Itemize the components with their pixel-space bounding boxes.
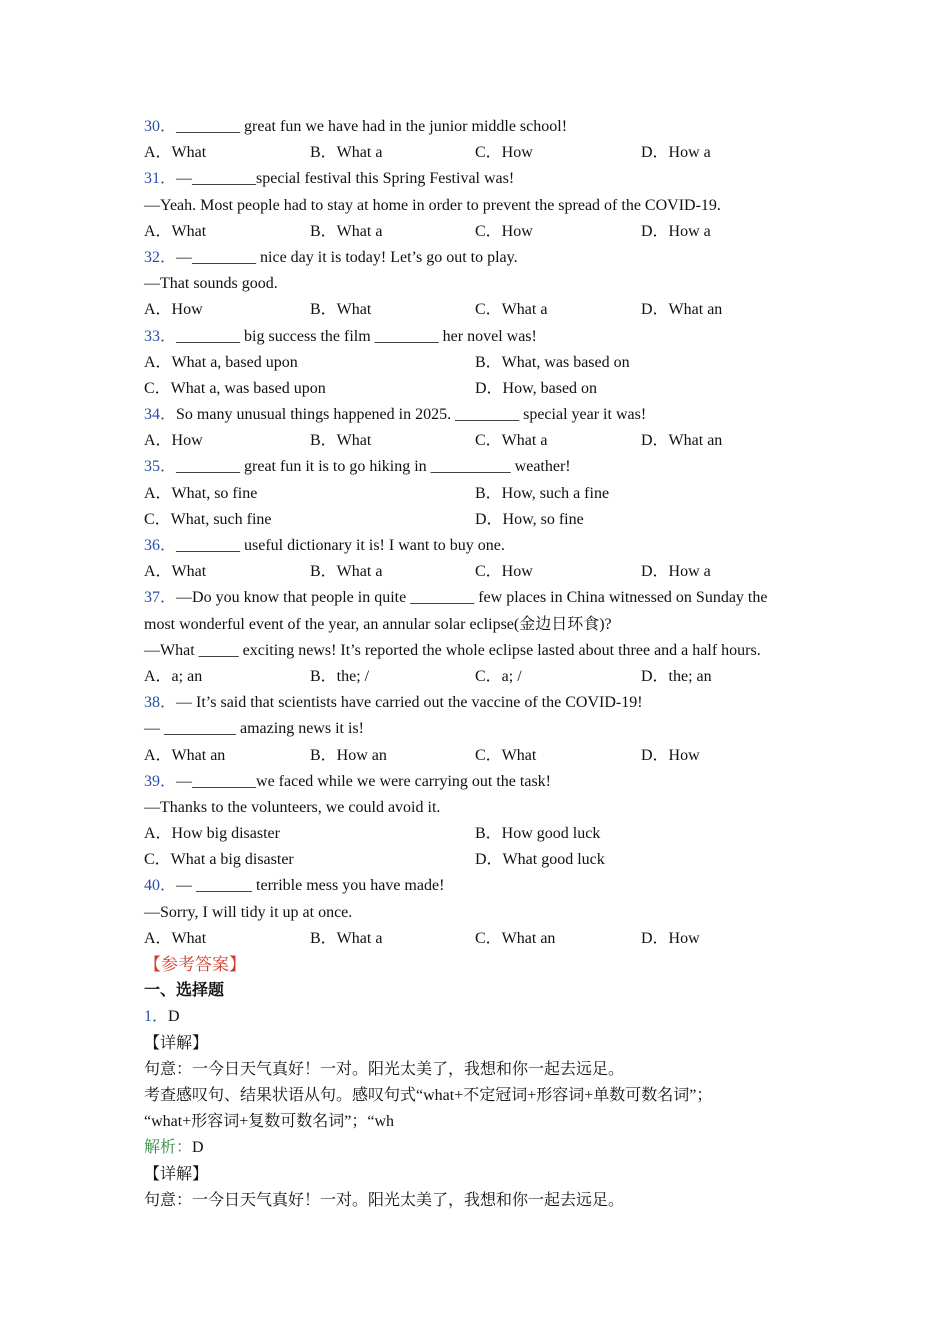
question-text-line [144, 193, 824, 219]
answer-option[interactable]: A．What [144, 563, 207, 581]
explanation-line: “what+形容词+复数可数名词”；“wh [144, 1113, 395, 1131]
options-row [144, 140, 824, 166]
answer-option[interactable]: D．How [641, 929, 700, 947]
question-stem [144, 769, 824, 795]
question-number: 38． [144, 694, 177, 712]
question-text: ________ great fun it is to go hiking in __________ weather! [176, 458, 571, 476]
detail-label: 【详解】 [144, 1034, 209, 1052]
question-stem [144, 873, 824, 899]
question-text-line [144, 795, 824, 821]
question-text: —________special festival this Spring Festival was! [176, 170, 515, 188]
answer-option[interactable]: A．How [144, 432, 203, 450]
section-title: 一、选择题 [144, 982, 225, 1000]
answer-heading: 【参考答案】 [144, 955, 246, 974]
options-row [144, 847, 824, 873]
answer-option[interactable]: B．What, was based on [475, 353, 630, 371]
question-stem [144, 324, 824, 350]
question-stem [144, 245, 824, 271]
question-text: —________we faced while we were carrying out the task! [176, 772, 551, 790]
options-row [144, 507, 824, 533]
question-stem [144, 114, 824, 140]
answer-option[interactable]: D．the; an [641, 667, 712, 685]
answer-option[interactable]: C．What an [475, 929, 556, 947]
answer-option[interactable]: C．How [475, 222, 533, 240]
answer-option[interactable]: C．How [475, 144, 533, 162]
answer-option[interactable]: D．What good luck [475, 851, 605, 869]
answer-option[interactable]: D．How a [641, 222, 711, 240]
question [144, 114, 824, 166]
answer-option[interactable]: B．What a [310, 563, 383, 581]
question-stem [144, 690, 824, 716]
question-stem [144, 585, 824, 611]
options-row [144, 297, 824, 323]
question-stem [144, 166, 824, 192]
question-text: So many unusual things happened in 2025. ________ special year it was! [176, 406, 647, 424]
explanation-line: 考查感叹句、结果状语从句。感叹句式“what+不定冠词+形容词+单数可数名词”； [144, 1086, 713, 1104]
question-number: 37． [144, 589, 177, 607]
options-row [144, 481, 824, 507]
answer-option[interactable]: D．What an [641, 301, 723, 319]
question-number: 33． [144, 327, 177, 345]
answer-option[interactable]: A．How big disaster [144, 825, 280, 843]
question [144, 873, 824, 952]
answer-option[interactable]: C．What a [475, 432, 548, 450]
answer-option[interactable]: C．a; / [475, 667, 522, 685]
answer-option[interactable]: A．What an [144, 746, 226, 764]
question-list [144, 114, 824, 952]
answer-option[interactable]: D．How, so fine [475, 510, 584, 528]
question-number: 39． [144, 772, 177, 790]
answer-option[interactable]: B．What [310, 432, 372, 450]
answer-option[interactable]: C．What a big disaster [144, 851, 294, 869]
answer-option[interactable]: B．What a [310, 929, 383, 947]
question-text-line [144, 271, 824, 297]
question [144, 166, 824, 245]
question-stem [144, 533, 824, 559]
answer-option[interactable]: A．a; an [144, 667, 203, 685]
question [144, 402, 824, 454]
question-text-line [144, 900, 824, 926]
question-text-line [144, 612, 824, 638]
question-text: ________ great fun we have had in the junior middle school! [176, 118, 568, 135]
question-text: —What _____ exciting news! It’s reported the whole eclipse lasted about three and a half hours. [144, 641, 761, 659]
question-text: — _______ terrible mess you have made! [176, 877, 445, 895]
question-text: —That sounds good. [144, 275, 278, 293]
question-text: —Sorry, I will tidy it up at once. [144, 903, 353, 921]
answer-option[interactable]: D．What an [641, 432, 723, 450]
answer-option[interactable]: B．What [310, 301, 372, 319]
answer-option[interactable]: A．What a, based upon [144, 353, 298, 371]
answer-option[interactable]: B．What a [310, 222, 383, 240]
answer-item: 1．D [144, 1008, 180, 1026]
answer-option[interactable]: B．How, such a fine [475, 484, 610, 502]
answer-option[interactable]: D．How, based on [475, 379, 598, 397]
question [144, 245, 824, 324]
question-number: 34． [144, 406, 177, 424]
question-text: ________ big success the film ________ her novel was! [176, 327, 537, 345]
question-text: — _________ amazing news it is! [144, 720, 364, 738]
answer-option[interactable]: A．How [144, 301, 203, 319]
question-stem [144, 454, 824, 480]
answer-option[interactable]: A．What [144, 929, 207, 947]
options-row [144, 559, 824, 585]
question-text: —________ nice day it is today! Let’s go out to play. [176, 248, 518, 266]
options-row [144, 743, 824, 769]
answer-option[interactable]: A．What, so fine [144, 484, 258, 502]
answer-option[interactable]: C．What a [475, 301, 548, 319]
document-page [144, 114, 824, 1214]
answer-option[interactable]: D．How a [641, 144, 711, 162]
options-row [144, 664, 824, 690]
question-text-line [144, 638, 824, 664]
question-number: 32． [144, 248, 177, 266]
question [144, 585, 824, 690]
question-text-line [144, 716, 824, 742]
answer-option[interactable]: C．How [475, 563, 533, 581]
question-text: ________ useful dictionary it is! I want to buy one. [176, 537, 505, 554]
detail-label: 【详解】 [144, 1165, 209, 1183]
answer-option[interactable]: A．What [144, 144, 207, 162]
answer-section [144, 952, 824, 1214]
answer-option[interactable]: B．How good luck [475, 825, 601, 843]
question-number: 30． [144, 118, 177, 135]
answer-option[interactable]: C．What, such fine [144, 510, 272, 528]
options-row [144, 376, 824, 402]
question-number: 31． [144, 170, 177, 188]
question-number: 40． [144, 877, 177, 895]
question-stem [144, 402, 824, 428]
question-text: —Yeah. Most people had to stay at home in order to prevent the spread of the COVID-19. [144, 196, 721, 214]
options-row [144, 219, 824, 245]
options-row [144, 926, 824, 952]
options-row [144, 350, 824, 376]
answer-option[interactable]: B．the; / [310, 667, 370, 685]
question [144, 769, 824, 874]
question-number: 36． [144, 537, 177, 554]
question-text: most wonderful event of the year, an annular solar eclipse(金边日环食)? [144, 615, 612, 633]
question [144, 454, 824, 533]
question [144, 324, 824, 403]
options-row [144, 428, 824, 454]
question-text: — It’s said that scientists have carried out the vaccine of the COVID-19! [176, 694, 643, 712]
sentence-meaning: 句意：一今日天气真好！一对。阳光太美了，我想和你一起去远足。 [144, 1191, 625, 1209]
question-number: 35． [144, 458, 177, 476]
answer-option[interactable]: C．What [475, 746, 537, 764]
question-text: —Do you know that people in quite ________ few places in China witnessed on Sunday the [176, 589, 768, 607]
sentence-meaning: 句意：一今日天气真好！一对。阳光太美了，我想和你一起去远足。 [144, 1060, 625, 1078]
answer-option[interactable]: B．What a [310, 144, 383, 162]
answer-option[interactable]: A．What [144, 222, 207, 240]
question-text: —Thanks to the volunteers, we could avoid it. [144, 798, 441, 816]
question [144, 690, 824, 769]
options-row [144, 821, 824, 847]
answer-option[interactable]: C．What a, was based upon [144, 379, 326, 397]
answer-option[interactable]: D．How a [641, 563, 711, 581]
answer-option[interactable]: B．How an [310, 746, 387, 764]
jiexi-line: 解析：D [144, 1139, 204, 1157]
question [144, 533, 824, 585]
answer-option[interactable]: D．How [641, 746, 700, 764]
